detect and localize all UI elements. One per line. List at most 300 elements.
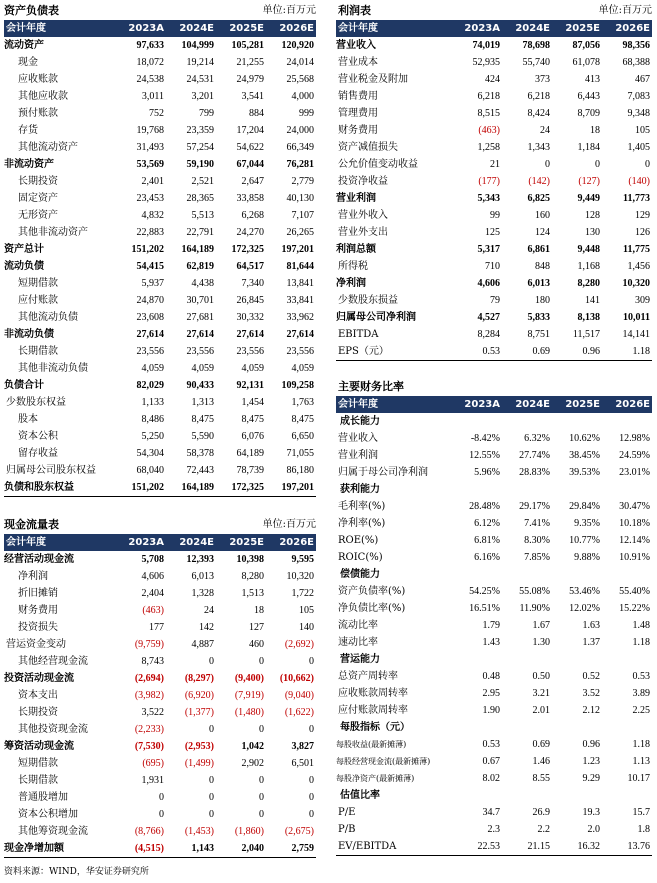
row-value: 1.79 [482, 620, 500, 631]
row-value: 8,280 [241, 571, 264, 582]
row-value: 0 [645, 159, 650, 170]
table-row [336, 736, 652, 753]
row-label: 流动负债 [4, 261, 44, 272]
row-label: 其他流动资产 [18, 142, 78, 153]
row-value: 105,281 [231, 40, 264, 51]
table-row [336, 207, 652, 224]
row-value: 1,258 [477, 142, 500, 153]
row-value: 23,556 [236, 346, 264, 357]
row-value: 28.83% [519, 467, 550, 478]
row-label: 其他应收款 [18, 91, 68, 102]
table-row [4, 343, 316, 360]
header-year: 2026E [266, 534, 316, 551]
row-value: 39.53% [569, 467, 600, 478]
row-value: 140 [299, 622, 314, 633]
row-label: 每股指标（元） [340, 722, 410, 733]
row-value: 78,698 [522, 40, 550, 51]
row-label: 股本 [18, 414, 38, 425]
row-value [602, 481, 652, 498]
row-value: 97,633 [136, 40, 164, 51]
row-value: 23,556 [286, 346, 314, 357]
header-year: 2025E [552, 20, 602, 37]
row-label: 销售费用 [338, 91, 378, 102]
row-value: 8,475 [291, 414, 314, 425]
row-value [502, 481, 552, 498]
row-value: (463) [478, 125, 500, 136]
row-value: 128 [585, 210, 600, 221]
table-row [336, 292, 652, 309]
header-year: 2025E [216, 534, 266, 551]
row-value: 0 [309, 775, 314, 786]
row-value: 24,270 [236, 227, 264, 238]
row-value: 27,614 [186, 329, 214, 340]
row-value: 1,931 [141, 775, 164, 786]
row-value: 5,590 [191, 431, 214, 442]
row-value: (8,297) [184, 673, 214, 684]
row-value: 160 [535, 210, 550, 221]
table-row [336, 481, 652, 498]
row-value: 1.46 [532, 756, 550, 767]
row-value: 2,779 [291, 176, 314, 187]
row-value: 7,340 [241, 278, 264, 289]
row-value: 197,201 [266, 479, 316, 497]
row-value: 0 [159, 809, 164, 820]
row-label: 财务费用 [18, 605, 58, 616]
table-row [336, 583, 652, 600]
row-value: 3,827 [291, 741, 314, 752]
row-value: 68,040 [136, 465, 164, 476]
row-value: 0 [209, 792, 214, 803]
table-row [4, 670, 316, 687]
row-value [552, 413, 602, 430]
row-label: 营运能力 [340, 654, 380, 665]
row-value [552, 566, 602, 583]
row-label: 每股收益(最新摊薄) [336, 740, 407, 749]
row-value: (3,982) [134, 690, 164, 701]
row-value: 0 [159, 792, 164, 803]
row-value: 1,456 [627, 261, 650, 272]
table-row [336, 753, 652, 770]
row-value: 24,014 [286, 57, 314, 68]
row-value: 5,513 [191, 210, 214, 221]
row-value [452, 651, 502, 668]
table-row [336, 430, 652, 447]
header-year: 2023A [452, 396, 502, 413]
row-value: 2.12 [582, 705, 600, 716]
row-value: 81,644 [286, 261, 314, 272]
row-value: 54,304 [136, 448, 164, 459]
table-row [4, 687, 316, 704]
row-label: 归属于母公司净利润 [338, 467, 428, 478]
row-value: 848 [535, 261, 550, 272]
table-row [336, 464, 652, 481]
table-row [336, 651, 652, 668]
row-value: (1,480) [234, 707, 264, 718]
table-row [4, 105, 316, 122]
row-value: 59,190 [186, 159, 214, 170]
table-row [336, 275, 652, 292]
table-row [4, 377, 316, 394]
ratios-title: 主要财务比率 [338, 380, 404, 393]
row-value: 33,858 [236, 193, 264, 204]
row-value: 57,254 [186, 142, 214, 153]
table-row [336, 770, 652, 787]
row-value: 0.96 [552, 343, 602, 361]
row-value: 62,819 [186, 261, 214, 272]
row-value [502, 651, 552, 668]
row-value: 8,138 [577, 312, 600, 323]
row-value: 8,284 [477, 329, 500, 340]
row-value: 1.18 [602, 343, 652, 361]
table-row [336, 532, 652, 549]
table-row [4, 619, 316, 636]
row-value: 1.23 [582, 756, 600, 767]
row-value: 29.17% [519, 501, 550, 512]
row-value: 78,739 [236, 465, 264, 476]
header-year: 2023A [116, 534, 166, 551]
header-year: 2026E [602, 396, 652, 413]
table-row [336, 617, 652, 634]
table-row [336, 37, 652, 54]
row-label: 资产减值损失 [338, 142, 398, 153]
header-year: 2026E [602, 20, 652, 37]
row-label: 非流动负债 [4, 329, 54, 340]
row-value: 7.85% [524, 552, 550, 563]
row-value: 71,055 [286, 448, 314, 459]
row-label: 资本公积 [18, 431, 58, 442]
row-value: 22.53 [452, 838, 502, 856]
row-value: (2,233) [134, 724, 164, 735]
row-value: 13.76 [602, 838, 652, 856]
table-row [4, 772, 316, 789]
row-value [602, 651, 652, 668]
balance-sheet-title: 资产负债表 [4, 4, 59, 17]
balance-sheet-unit: 单位:百万元 [262, 5, 316, 16]
table-row [4, 292, 316, 309]
row-value: (2,692) [284, 639, 314, 650]
table-row [336, 566, 652, 583]
row-value: 127 [249, 622, 264, 633]
row-value: 26,845 [236, 295, 264, 306]
row-value: (9,759) [134, 639, 164, 650]
row-label: 应付账款 [18, 295, 58, 306]
row-value: 4,438 [191, 278, 214, 289]
table-row [336, 326, 652, 343]
row-value: 1.18 [632, 739, 650, 750]
row-value: 10.18% [619, 518, 650, 529]
row-value [502, 787, 552, 804]
row-label: 营业外收入 [338, 210, 388, 221]
row-value: 26.9 [532, 807, 550, 818]
table-header-row [336, 20, 652, 37]
row-value: 6.16% [474, 552, 500, 563]
row-value: 8,424 [527, 108, 550, 119]
table-row [4, 71, 316, 88]
row-value: 752 [149, 108, 164, 119]
table-row [336, 600, 652, 617]
row-label: EBITDA [338, 329, 379, 340]
row-value: 61,078 [572, 57, 600, 68]
row-value: (463) [142, 605, 164, 616]
row-value: 27,681 [186, 312, 214, 323]
table-row [336, 122, 652, 139]
row-value: (1,377) [184, 707, 214, 718]
row-value: 28,365 [186, 193, 214, 204]
row-label: 存货 [18, 125, 38, 136]
row-value: 884 [249, 108, 264, 119]
row-value: 8,743 [141, 656, 164, 667]
row-label: P/B [338, 824, 356, 835]
table-row [336, 821, 652, 838]
table-row [4, 360, 316, 377]
row-label: 利润总额 [336, 244, 376, 255]
row-value: 6.32% [524, 433, 550, 444]
table-row [4, 309, 316, 326]
row-value: 6,076 [241, 431, 264, 442]
row-value: 23,453 [136, 193, 164, 204]
row-value: 8,709 [577, 108, 600, 119]
table-row [336, 447, 652, 464]
row-label: 其他筹资现金流 [18, 826, 88, 837]
row-value: 19,768 [136, 125, 164, 136]
row-value: (7,919) [234, 690, 264, 701]
row-value: 0.53 [632, 671, 650, 682]
row-value: 38.45% [569, 450, 600, 461]
row-label: ROIC(%) [338, 552, 383, 563]
row-value: 0 [309, 792, 314, 803]
row-value: 6,501 [291, 758, 314, 769]
row-label: 其他经营现金流 [18, 656, 88, 667]
row-value: (8,766) [134, 826, 164, 837]
table-row [4, 755, 316, 772]
row-value: 177 [149, 622, 164, 633]
row-value: 1.18 [632, 637, 650, 648]
row-value: 197,201 [281, 244, 314, 255]
row-label: P/E [338, 807, 356, 818]
row-value: 17,204 [236, 125, 264, 136]
row-value: 6,268 [241, 210, 264, 221]
row-value: 424 [485, 74, 500, 85]
row-value: 0.69 [502, 343, 552, 361]
row-label: 营运资金变动 [6, 639, 66, 650]
row-value: 10,320 [286, 571, 314, 582]
row-value: 1,722 [291, 588, 314, 599]
row-value [452, 787, 502, 804]
row-label: 其他流动负债 [18, 312, 78, 323]
row-value: 76,281 [286, 159, 314, 170]
row-value: 66,349 [286, 142, 314, 153]
income-statement-table [336, 20, 652, 361]
table-row [4, 326, 316, 343]
row-value: 19,214 [186, 57, 214, 68]
row-label: 短期借款 [18, 758, 58, 769]
table-row [336, 702, 652, 719]
row-label: 预付账款 [18, 108, 58, 119]
row-value: 1.67 [532, 620, 550, 631]
row-label: 归属母公司股东权益 [6, 465, 96, 476]
row-value: 4,527 [477, 312, 500, 323]
row-value: 6,013 [527, 278, 550, 289]
row-value: 1,454 [241, 397, 264, 408]
row-value [502, 719, 552, 736]
row-label: 营业收入 [336, 40, 376, 51]
row-value: 2,647 [241, 176, 264, 187]
row-label: 负债和股东权益 [4, 479, 116, 497]
row-label: 资本公积增加 [18, 809, 78, 820]
row-value: 54,415 [136, 261, 164, 272]
row-value: (127) [578, 176, 600, 187]
row-value: 4,059 [241, 363, 264, 374]
row-value [552, 651, 602, 668]
row-value: (142) [528, 176, 550, 187]
row-value: 0 [309, 809, 314, 820]
row-value: 0.52 [582, 671, 600, 682]
row-label: 所得税 [338, 261, 368, 272]
table-row [4, 653, 316, 670]
row-value [452, 481, 502, 498]
row-label: 成长能力 [340, 416, 380, 427]
row-value: 3.89 [632, 688, 650, 699]
row-label: 经营活动现金流 [4, 554, 74, 565]
table-row [4, 636, 316, 653]
row-value: 6,650 [291, 431, 314, 442]
row-value: 9.35% [574, 518, 600, 529]
row-value: 3,541 [241, 91, 264, 102]
row-value: 12.55% [469, 450, 500, 461]
row-label: 其他投资现金流 [18, 724, 88, 735]
row-value: 24,531 [186, 74, 214, 85]
row-value: 30,701 [186, 295, 214, 306]
row-value: 0 [209, 775, 214, 786]
row-value: 5.96% [474, 467, 500, 478]
row-value: 5,343 [477, 193, 500, 204]
header-year: 2023A [116, 20, 166, 37]
row-value: (695) [142, 758, 164, 769]
table-row [336, 309, 652, 326]
table-row [4, 428, 316, 445]
row-value: 1.43 [482, 637, 500, 648]
row-label: 留存收益 [18, 448, 58, 459]
row-value: 30.47% [619, 501, 650, 512]
row-value: 16.51% [469, 603, 500, 614]
row-value: (9,040) [284, 690, 314, 701]
row-label: 资本支出 [18, 690, 58, 701]
row-label: 净利润 [336, 278, 366, 289]
row-value: 22,883 [136, 227, 164, 238]
row-value: 21,255 [236, 57, 264, 68]
row-value: 8.02 [482, 773, 500, 784]
row-value: -8.42% [470, 433, 500, 444]
row-value: 180 [535, 295, 550, 306]
row-label: 每股经营现金流(最新摊薄) [336, 757, 431, 766]
table-row [336, 413, 652, 430]
header-year: 2024E [502, 396, 552, 413]
row-value: 7,107 [291, 210, 314, 221]
row-value: 164,189 [166, 479, 216, 497]
cash-flow-table [4, 534, 316, 858]
row-label: 每股净资产(最新摊薄) [336, 774, 415, 783]
row-value: 8,475 [241, 414, 264, 425]
table-row [336, 719, 652, 736]
row-value: 34.7 [482, 807, 500, 818]
table-row [4, 602, 316, 619]
row-value: 3,522 [141, 707, 164, 718]
row-value: 104,999 [181, 40, 214, 51]
row-label: 净利率(%) [338, 518, 386, 529]
row-label: 营业外支出 [338, 227, 388, 238]
row-value: 1,168 [577, 261, 600, 272]
row-value: 1,184 [577, 142, 600, 153]
row-value: 90,433 [186, 380, 214, 391]
row-value: 2,401 [141, 176, 164, 187]
row-value: 0 [259, 809, 264, 820]
row-value [602, 787, 652, 804]
row-value: 64,517 [236, 261, 264, 272]
table-row [4, 224, 316, 241]
row-value [452, 566, 502, 583]
row-value: 10,398 [236, 554, 264, 565]
table-row [4, 789, 316, 806]
row-value: 3.52 [582, 688, 600, 699]
row-value: 109,258 [281, 380, 314, 391]
row-value: 142 [199, 622, 214, 633]
row-value: 23,608 [136, 312, 164, 323]
row-value [502, 566, 552, 583]
row-value: 2,759 [266, 840, 316, 858]
row-label: 资产总计 [4, 244, 44, 255]
header-year: 2026E [266, 20, 316, 37]
table-row [4, 88, 316, 105]
row-value: 67,044 [236, 159, 264, 170]
row-value: 33,962 [286, 312, 314, 323]
row-value: 9.88% [574, 552, 600, 563]
row-value: 15.22% [619, 603, 650, 614]
row-value: 125 [485, 227, 500, 238]
row-value: 164,189 [181, 244, 214, 255]
row-value [602, 566, 652, 583]
row-label: 净负债比率(%) [338, 603, 406, 614]
header-label: 会计年度 [4, 20, 116, 37]
row-value: 2,404 [141, 588, 164, 599]
row-value: 11,775 [623, 244, 650, 255]
row-value: 4,606 [477, 278, 500, 289]
table-row [336, 258, 652, 275]
row-value: 12.02% [569, 603, 600, 614]
row-label: 长期借款 [18, 775, 58, 786]
row-value [602, 413, 652, 430]
row-value: (1,622) [284, 707, 314, 718]
row-value: 1.30 [532, 637, 550, 648]
row-value: 799 [199, 108, 214, 119]
cash-flow-title: 现金流量表 [4, 518, 59, 531]
row-label: 总资产周转率 [338, 671, 398, 682]
row-value: 10.91% [619, 552, 650, 563]
row-value: (1,453) [184, 826, 214, 837]
row-value: 31,493 [136, 142, 164, 153]
table-row [4, 462, 316, 479]
table-row [4, 411, 316, 428]
table-row [4, 190, 316, 207]
row-value: 0.53 [452, 343, 502, 361]
row-value: 6,013 [191, 571, 214, 582]
table-row [336, 224, 652, 241]
row-value: 2.25 [632, 705, 650, 716]
ratios-table [336, 396, 652, 856]
table-row [336, 634, 652, 651]
row-value: 18 [254, 605, 264, 616]
row-value: 11.90% [519, 603, 550, 614]
row-value: 8.55 [532, 773, 550, 784]
